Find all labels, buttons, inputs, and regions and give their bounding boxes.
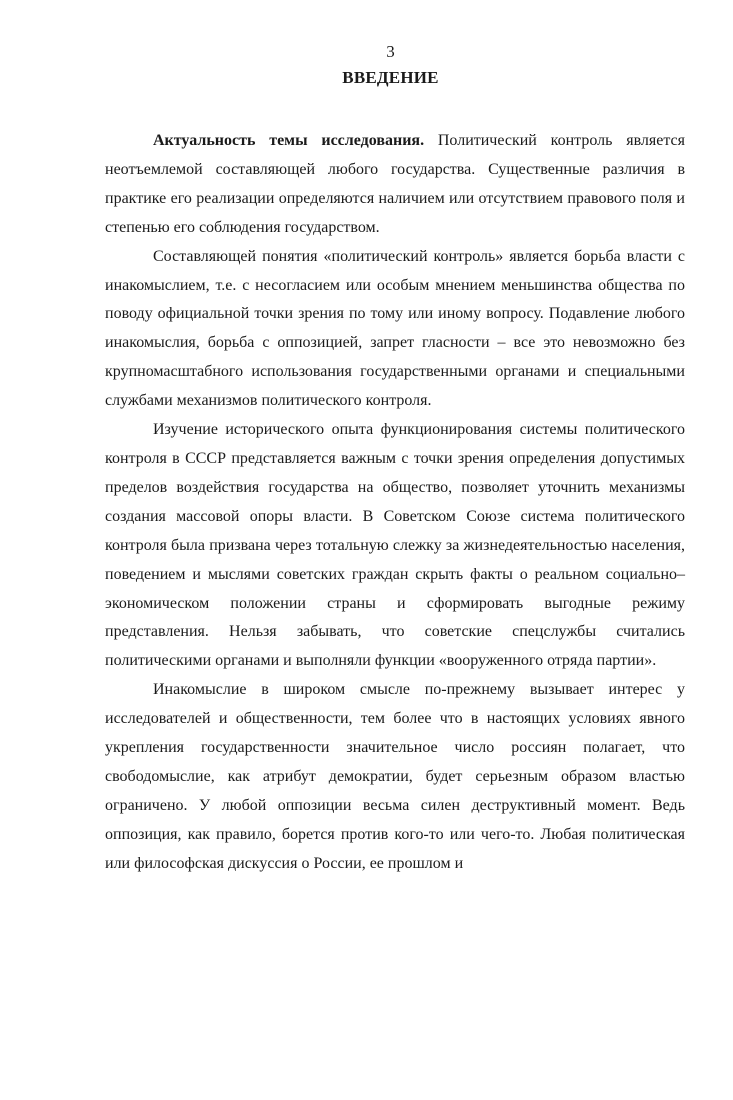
paragraph-ussr-experience: Изучение исторического опыта функционирования системы политического контроля в СССР представляется важным с точки зрения определения допустимых пределов воздействия государства на общество, позволяет уточнить механизмы создания массовой опоры власти. В Советском Союзе система политического контроля была призвана через тотальную слежку за жизнедеятельностью населения, поведением и мыслями советских граждан скрыть факты о реальном социально–экономическом положении страны и сформировать выгодные режиму представления. Нельзя забывать, что советские спецслужбы считались политическими органами и выполняли функции «вооруженного отряда партии». — [105, 421, 685, 670]
paragraph-political-control: Составляющей понятия «политический контроль» является борьба власти с инакомыслием, т.е. с несогласием или особым мнением меньшинства общества по поводу официальной точки зрения по тому или иному вопросу. Подавление любого инакомыслия, борьба с оппозицией, запрет гласности – все это невозможно без крупномасштабного использования государственными органами и специальными службами механизмов политического контроля. — [105, 247, 685, 410]
paragraph-lead: Актуальность темы исследования. — [153, 132, 425, 149]
paragraph-relevance — [105, 127, 685, 243]
paragraph-text: Политический контроль является неотъемлемой составляющей любого государства. Существенные различия в практике его реализации определяются наличием или отсутствием правового поля и степенью его соблюдения государством. — [105, 132, 686, 236]
body-text — [105, 127, 685, 879]
page-number: 3 — [386, 42, 395, 61]
section-heading: ВВЕДЕНИЕ — [342, 68, 439, 87]
paragraph-dissent: Инакомыслие в широком смысле по-прежнему вызывает интерес у исследователей и общественности, тем более что в настоящих условиях явного укрепления государственности значительное число россиян полагает, что свободомыслие, как атрибут демократии, будет серьезным образом властью ограничено. У любой оппозиции весьма силен деструктивный момент. Ведь оппозиция, как правило, борется против кого-то или чего-то. Любая политическая или философская дискуссия о России, ее прошлом и — [105, 681, 685, 872]
